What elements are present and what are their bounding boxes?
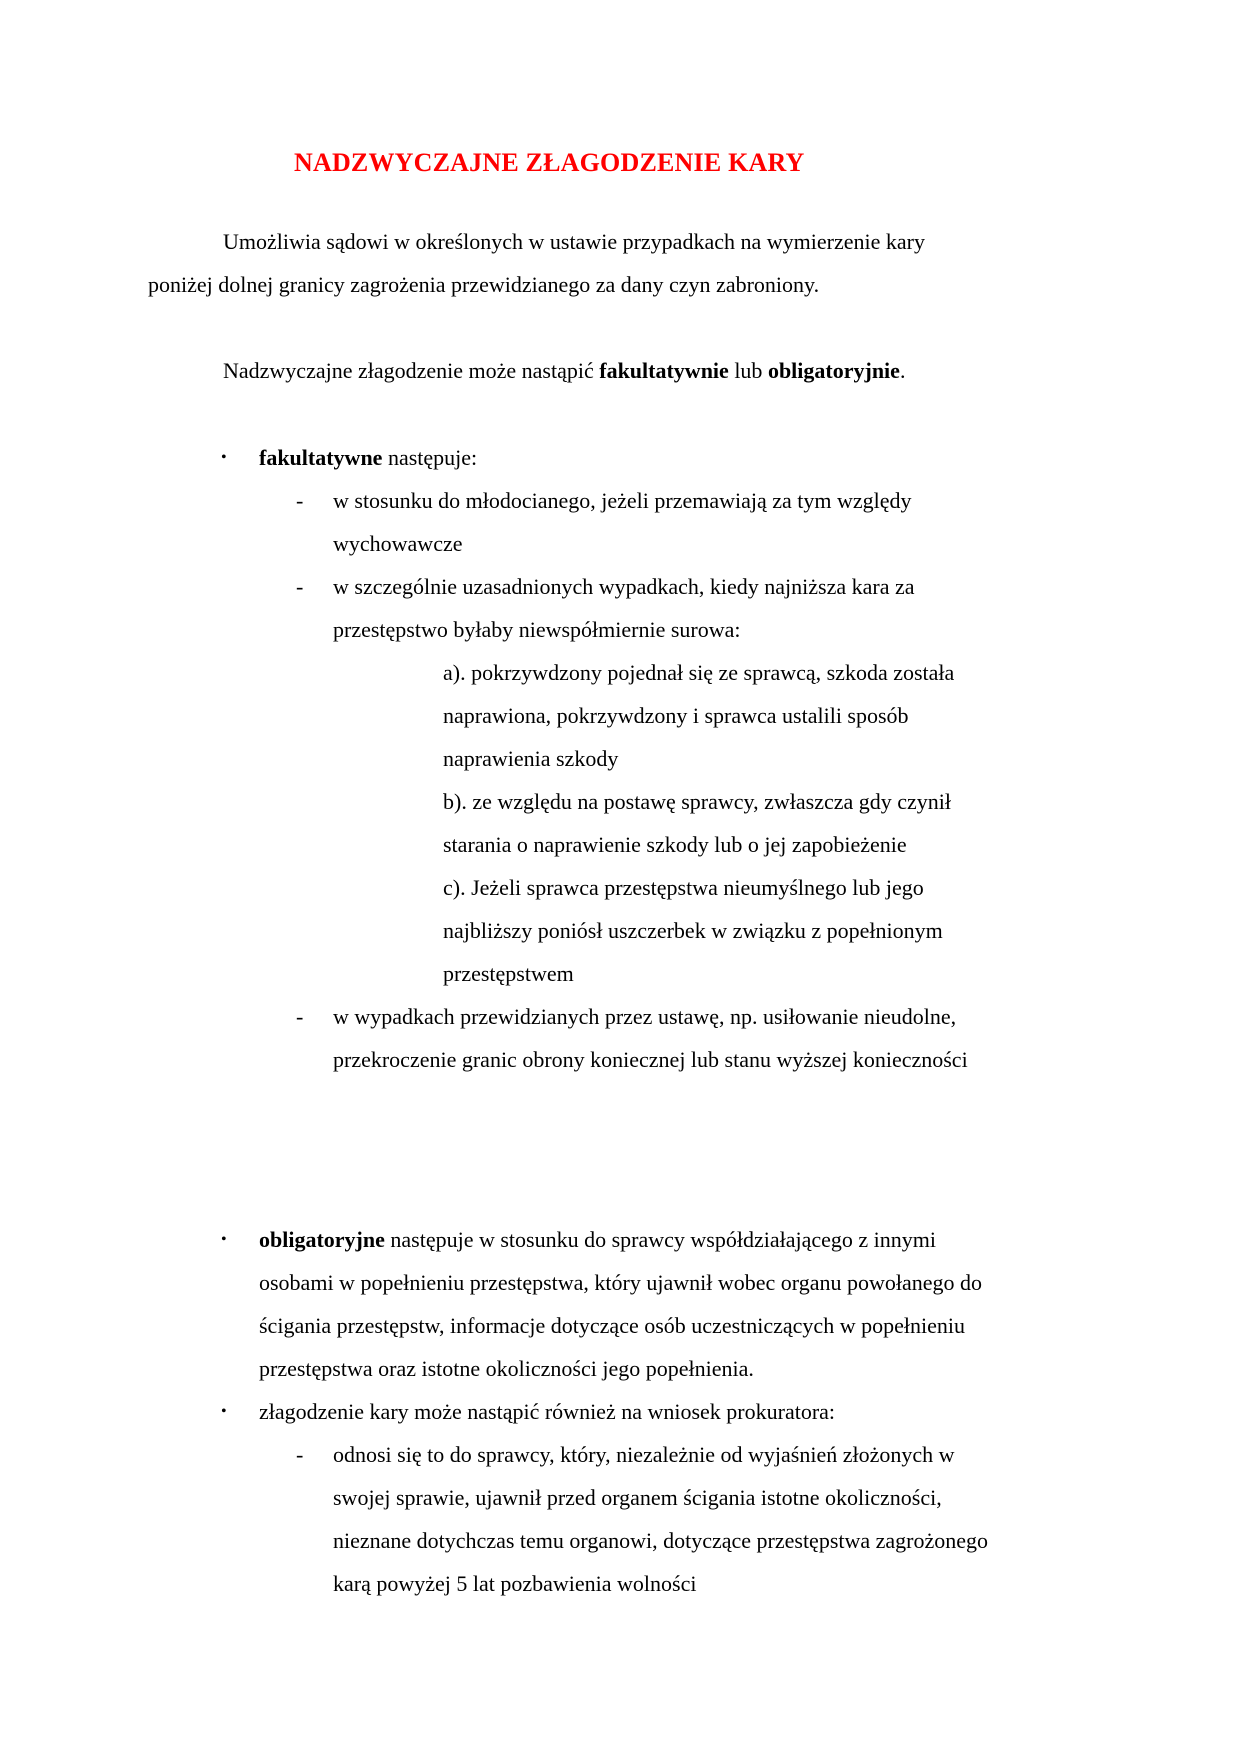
prosecutor-item-line-4: karą powyżej 5 lat pozbawienia wolności [333, 1571, 697, 1596]
dash-marker: - [296, 488, 304, 513]
dash-marker: - [296, 1442, 304, 1467]
facultative-term: fakultatywne [259, 445, 383, 470]
subitem-line: najbliższy poniósł uszczerbek w związku z popełnionym [443, 918, 943, 943]
facultative-item-1-line-2: wychowawcze [333, 531, 463, 556]
obligatory-term: obligatoryjne [259, 1227, 385, 1252]
obligatory-line-2: osobami w popełnieniu przestępstwa, który ujawnił wobec organu powołanego do [259, 1270, 982, 1295]
facultative-item-3-line-2: przekroczenie granic obrony koniecznej lub stanu wyższej konieczności [333, 1047, 968, 1072]
obligatory-line-4: przestępstwa oraz istotne okoliczności jego popełnienia. [259, 1356, 754, 1381]
obligatory-line-1 [259, 1218, 936, 1261]
bullet-marker: • [221, 1231, 227, 1248]
prosecutor-item-line-2: swojej sprawie, ujawnił przed organem ścigania istotne okoliczności, [333, 1485, 942, 1510]
subitem-line: c). Jeżeli sprawca przestępstwa nieumyślnego lub jego [443, 875, 924, 900]
modes-term-facultative: fakultatywnie [599, 358, 729, 383]
modes-suffix: . [899, 358, 906, 383]
modes-paragraph [223, 349, 905, 392]
modes-prefix: Nadzwyczajne złagodzenie może nastąpić [223, 358, 600, 383]
subitem-line: naprawiona, pokrzywdzony i sprawca ustalili sposób [443, 703, 909, 728]
facultative-item-2-line-2: przestępstwo byłaby niewspółmiernie surowa: [333, 617, 741, 642]
subitem-line: starania o naprawienie szkody lub o jej zapobieżenie [443, 832, 907, 857]
prosecutor-item-line-3: nieznane dotychczas temu organowi, dotyczące przestępstwa zagrożonego [333, 1528, 989, 1553]
subitem-line: przestępstwem [443, 961, 574, 986]
subitem-line: b). ze względu na postawę sprawcy, zwłaszcza gdy czynił [443, 789, 952, 814]
facultative-item-3-line-1: w wypadkach przewidzianych przez ustawę, np. usiłowanie nieudolne, [333, 1004, 957, 1029]
facultative-item-2-line-1: w szczególnie uzasadnionych wypadkach, kiedy najniższa kara za [333, 574, 915, 599]
facultative-rest: następuje: [382, 445, 478, 470]
document-title: NADZWYCZAJNE ZŁAGODZENIE KARY [294, 148, 805, 177]
bullet-marker: • [221, 1403, 227, 1420]
dash-marker: - [296, 574, 304, 599]
intro-line-2: poniżej dolnej granicy zagrożenia przewidzianego za dany czyn zabroniony. [148, 272, 820, 297]
prosecutor-line: złagodzenie kary może nastąpić również na wniosek prokuratora: [259, 1399, 836, 1424]
modes-term-obligatory: obligatoryjnie [767, 358, 900, 383]
obligatory-line-1-rest: następuje w stosunku do sprawcy współdziałającego z innymi [384, 1227, 936, 1252]
prosecutor-item-line-1: odnosi się to do sprawcy, który, niezależnie od wyjaśnień złożonych w [333, 1442, 955, 1467]
facultative-heading [259, 436, 477, 479]
obligatory-line-3: ścigania przestępstw, informacje dotyczące osób uczestniczących w popełnieniu [259, 1313, 965, 1338]
subitem-line: a). pokrzywdzony pojednał się ze sprawcą, szkoda została [443, 660, 955, 685]
modes-mid: lub [728, 358, 768, 383]
intro-line-1: Umożliwia sądowi w określonych w ustawie przypadkach na wymierzenie kary [223, 229, 925, 254]
bullet-marker: • [221, 449, 227, 466]
dash-marker: - [296, 1004, 304, 1029]
facultative-item-1-line-1: w stosunku do młodocianego, jeżeli przemawiają za tym względy [333, 488, 912, 513]
subitem-line: naprawienia szkody [443, 746, 619, 771]
